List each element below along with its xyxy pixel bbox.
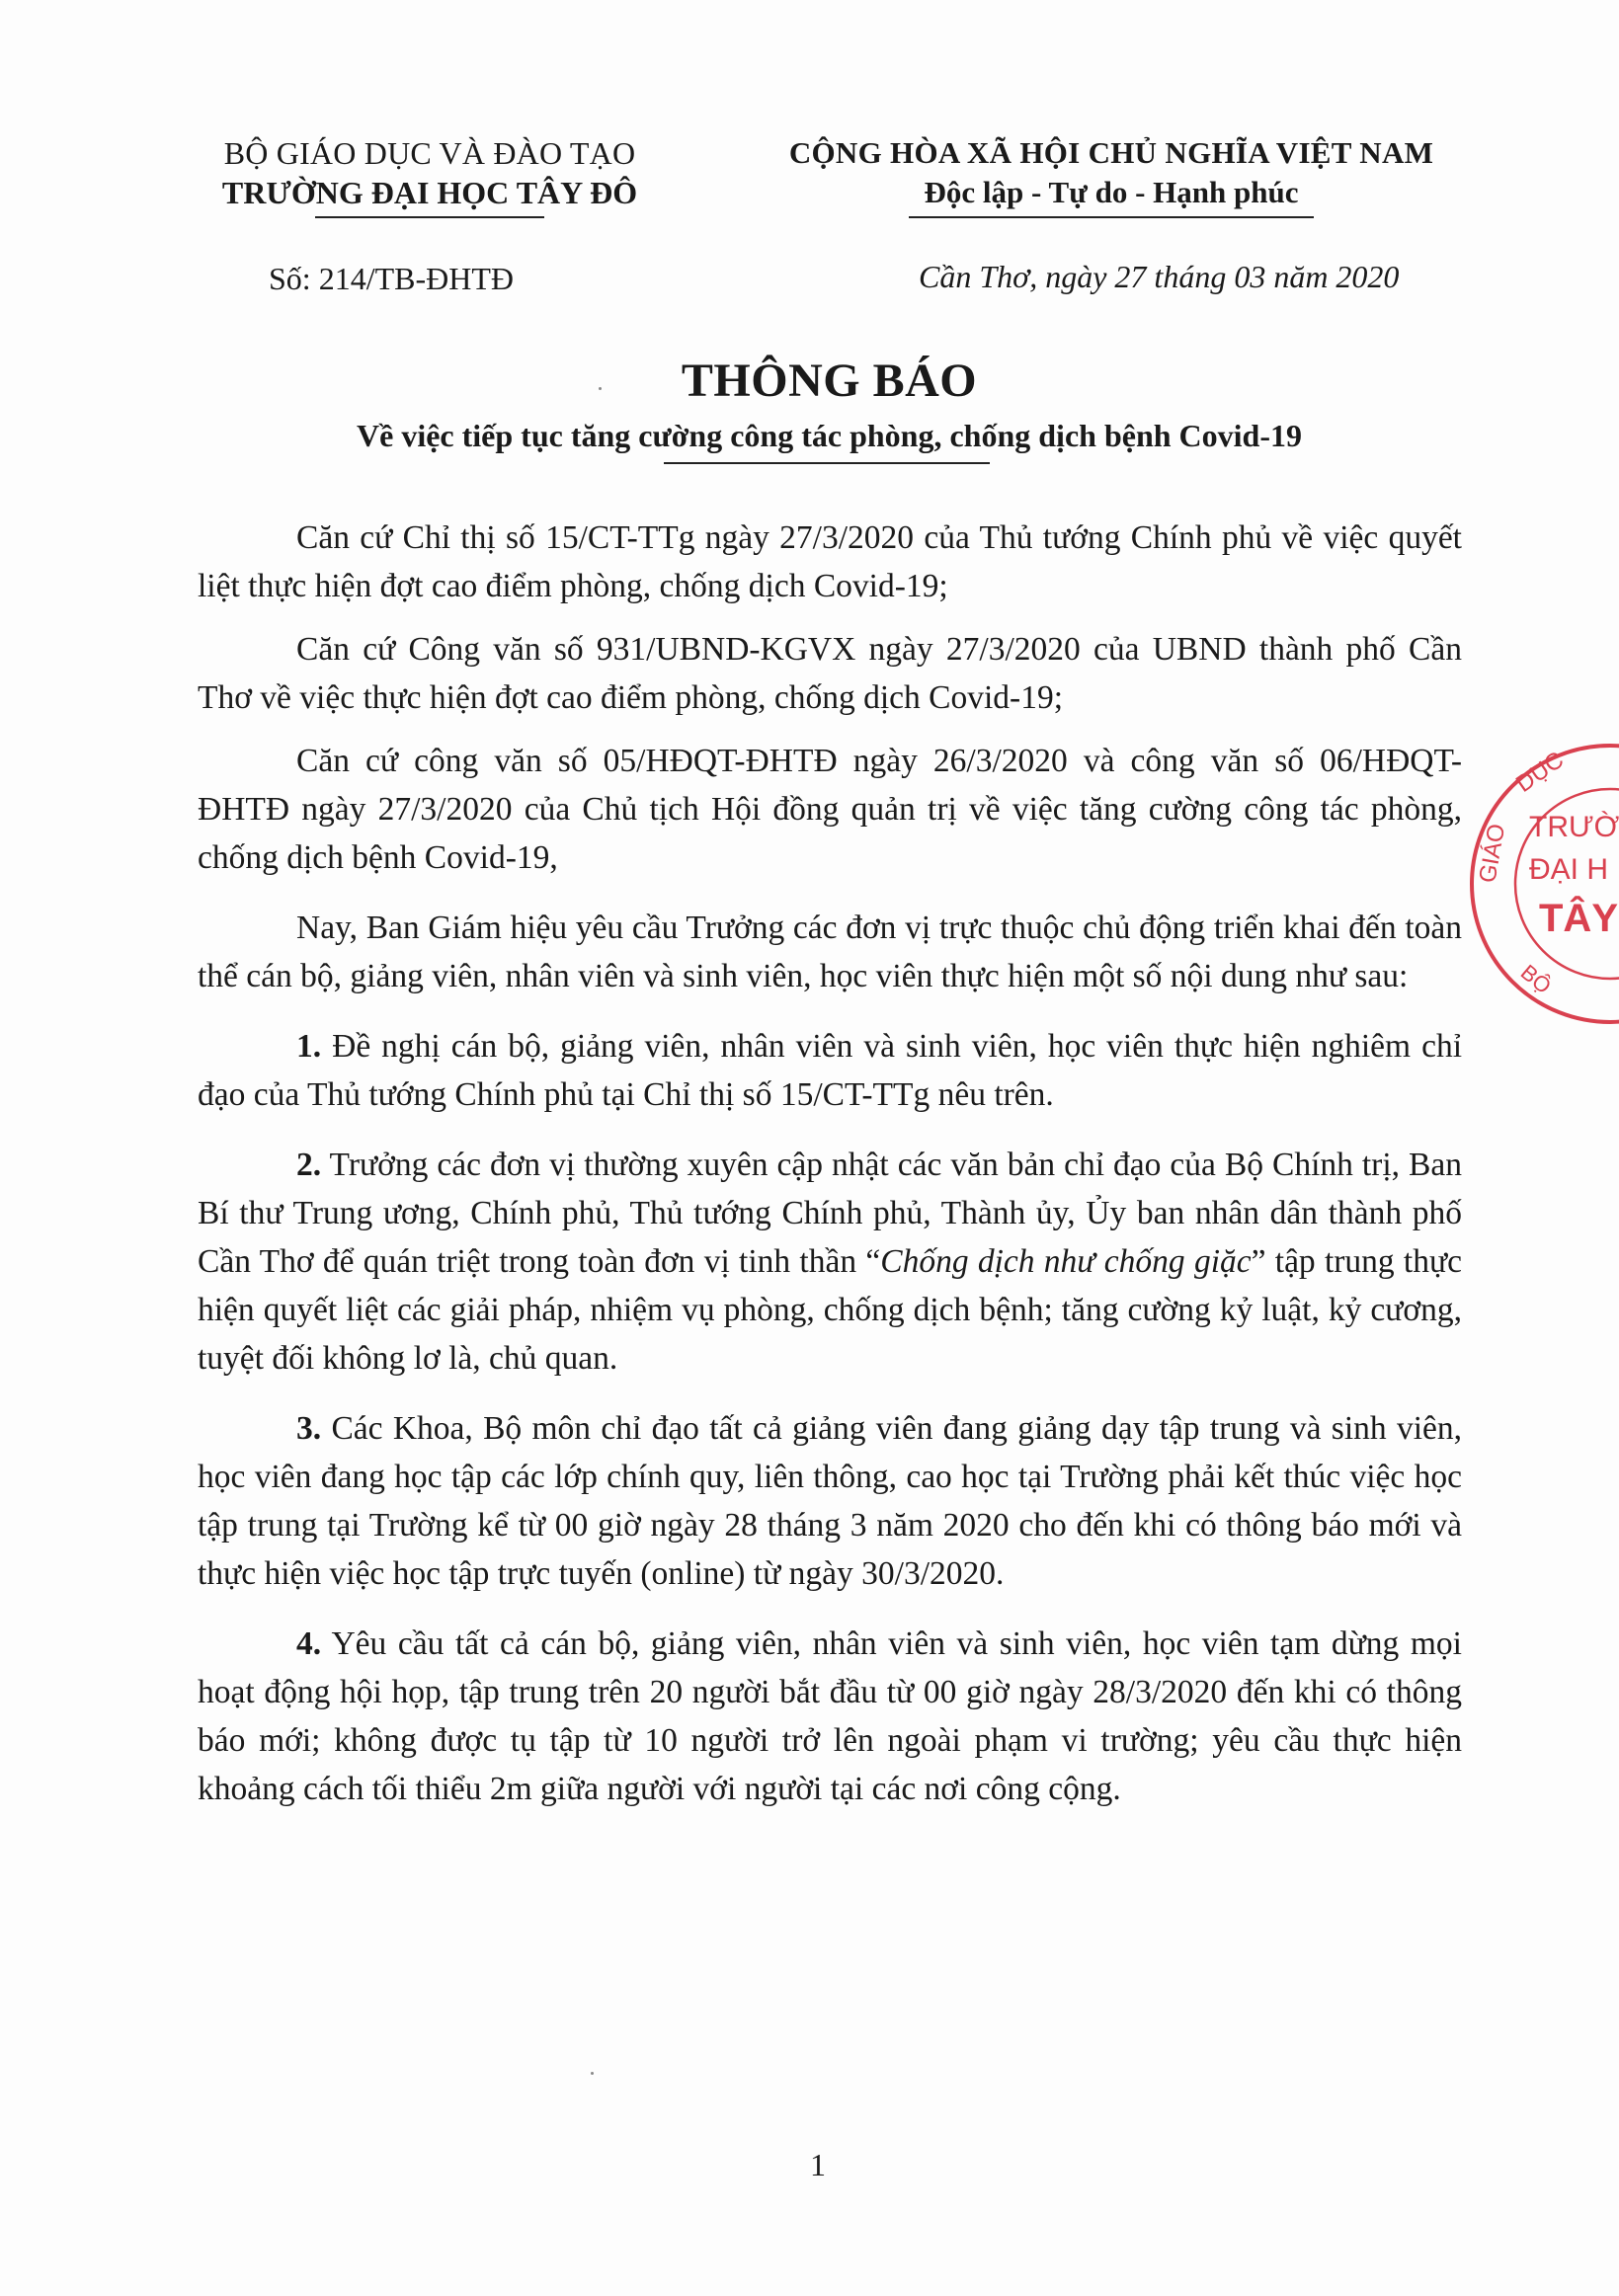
basis-paragraph-1: Căn cứ Chỉ thị số 15/CT-TTg ngày 27/3/2020 của Thủ tướng Chính phủ về việc quyết liệt thực hiện đợt cao điểm phòng, chống dịch Covid-19; (198, 519, 1462, 604)
page-number: 1 (810, 2147, 826, 2182)
seal-line-1: TRƯỜ (1529, 811, 1619, 843)
place-date: Cần Thơ, ngày 27 tháng 03 năm 2020 (919, 259, 1400, 294)
basis-paragraph-3: Căn cứ công văn số 05/HĐQT-ĐHTĐ ngày 26/3/2020 và công văn số 06/HĐQT-ĐHTĐ ngày 27/3/2020 của Chủ tịch Hội đồng quản trị về việc tăng cường công tác phòng, chống dịch bệnh Covid-19, (198, 743, 1462, 876)
item-number: 2. (296, 1147, 322, 1183)
item-text: Đề nghị cán bộ, giảng viên, nhân viên và sinh viên, học viên thực hiện nghiêm chỉ đạo của Thủ tướng Chính phủ tại Chỉ thị số 15/CT-TTg nêu trên. (198, 1028, 1463, 1113)
official-seal (1462, 736, 1619, 1032)
seal-arc-top: DỤC (1510, 746, 1570, 798)
basis-paragraph-2: Căn cứ Công văn số 931/UBND-KGVX ngày 27/3/2020 của UBND thành phố Cần Thơ về việc thực hiện đợt cao điểm phòng, chống dịch Covid-19; (198, 631, 1462, 716)
document-body (198, 514, 1462, 1828)
list-item-1 (198, 1022, 1462, 1119)
national-header (731, 133, 1492, 218)
seal-line-2: ĐẠI H (1529, 853, 1609, 886)
document-title: THÔNG BÁO (681, 355, 978, 407)
subtitle-underline (664, 462, 990, 464)
scan-speck (591, 2072, 594, 2075)
item-text: Trưởng các đơn vị thường xuyên cập nhật các văn bản chỉ đạo của Bộ Chính trị, Ban Bí thư Trung ương, Chính phủ, Thủ tướng Chính phủ, Thành ủy, Ủy ban nhân dân thành phố Cần Thơ để quán triệt trong toàn đơn vị tinh thần “ (198, 1147, 1462, 1280)
item-text-continued: ” tập trung thực hiện quyết liệt các giải pháp, nhiệm vụ phòng, chống dịch bệnh; tăng cường kỷ luật, kỷ cương, tuyệt đối không lơ là, chủ quan. (198, 1243, 1463, 1377)
item-text: Yêu cầu tất cả cán bộ, giảng viên, nhân viên và sinh viên, học viên tạm dừng mọi hoạt động hội họp, tập trung trên 20 người bắt đầu từ 00 giờ ngày 28/3/2020 đến khi có thông báo mới; không được tụ tập từ 10 người trở lên ngoài phạm vi trường; yêu cầu thực hiện khoảng cách tối thiểu 2m giữa người với người tại các nơi công cộng. (198, 1625, 1462, 1807)
item-number: 1. (296, 1028, 322, 1065)
item-number: 4. (296, 1625, 322, 1662)
nation-name: CỘNG HÒA XÃ HỘI CHỦ NGHĨA VIỆT NAM (788, 135, 1434, 170)
ministry-name: BỘ GIÁO DỤC VÀ ĐÀO TẠO (223, 135, 636, 171)
item-text: Các Khoa, Bộ môn chỉ đạo tất cả giảng viên đang giảng dạy tập trung và sinh viên, học viên đang học tập các lớp chính quy, liên thông, cao học tại Trường phải kết thúc việc học tập trung tại Trường kể từ 00 giờ ngày 28 tháng 3 năm 2020 cho đến khi có thông báo mới và thực hiện việc học tập trực tuyến (online) từ ngày 30/3/2020. (198, 1410, 1463, 1592)
seal-line-3: TÂY (1539, 897, 1618, 940)
slogan-quote: Chống dịch như chống giặc (880, 1243, 1252, 1280)
issuer-header (188, 133, 672, 218)
document-number: Số: 214/TB-ĐHTĐ (269, 261, 514, 296)
list-item-4 (198, 1620, 1462, 1813)
seal-arc-left: GIÁO (1474, 822, 1511, 886)
national-motto: Độc lập - Tự do - Hạnh phúc (924, 175, 1299, 209)
document-subtitle: Về việc tiếp tục tăng cường công tác phòng, chống dịch bệnh Covid-19 (357, 418, 1302, 453)
list-item-2 (198, 1141, 1462, 1383)
item-number: 3. (296, 1410, 322, 1447)
seal-arc-bottom: BỘ (1515, 959, 1557, 999)
list-item-3 (198, 1404, 1462, 1598)
school-name: TRƯỜNG ĐẠI HỌC TÂY ĐÔ (221, 175, 638, 210)
motto-underline (909, 216, 1314, 218)
request-paragraph: Nay, Ban Giám hiệu yêu cầu Trưởng các đơn vị trực thuộc chủ động triển khai đến toàn thể cán bộ, giảng viên, nhân viên và sinh viên, học viên thực hiện một số nội dung như sau: (198, 910, 1462, 994)
issuer-underline (315, 216, 544, 218)
